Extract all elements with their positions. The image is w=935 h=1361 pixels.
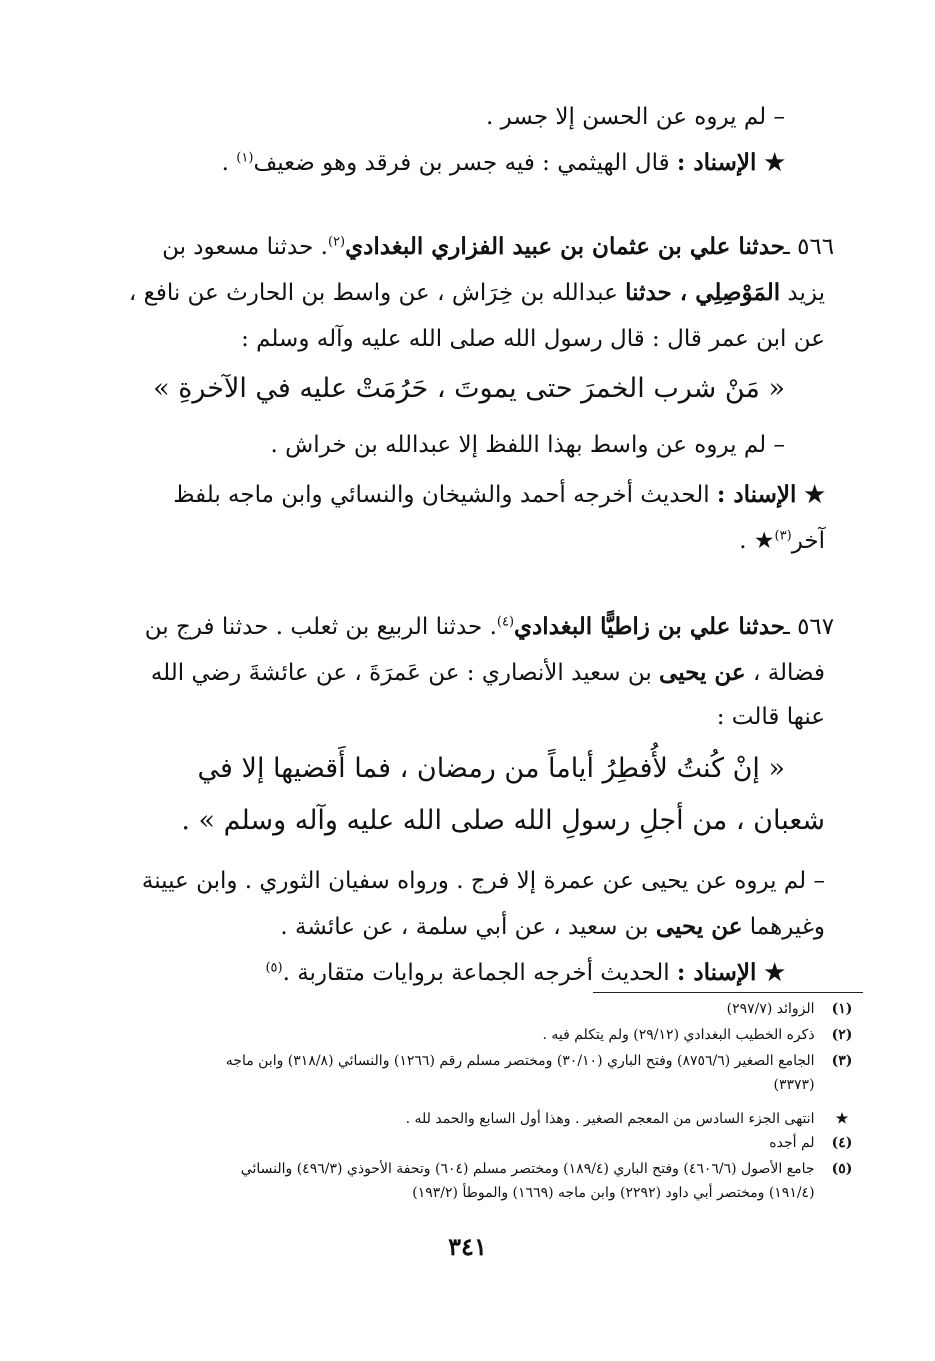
footnote-ref: (٢) [327,234,346,250]
isnad-line [110,472,825,518]
footnote: (٢) ذكره الخطيب البغدادي (٢٩/١٢) ولم يتكلم فيه . [542,1027,853,1043]
footnote: (٥) جامع الأصول (٤٦٠٦/٦) وفتح الباري (١٨٩/٤) ومختصر مسلم (٦٠٤) وتحفة الأحوذي (٤٩٦/٣) والنسائي [240,1161,853,1177]
narration-note: وغيرهما عن يحيى بن سعيد ، عن أبي سلمة ، عن عائشة . [280,913,825,940]
isnad-line: آخر$^{(٣)}$★ . [739,528,825,554]
hadith-number: ٥٦٧ ـ [783,614,835,640]
isnad-text: قال الهيثمي : فيه جسر بن فرقد وهو ضعيف [253,150,670,176]
hadith-line: حدثنا علي بن زاطيًّا البغدادي$^{(٤)}$. حدثنا الربيع بن ثعلب . حدثنا فرج بن [144,613,785,640]
isnad-label: ★ الإسناد : [716,481,825,508]
footnote-ref: (٣) [774,528,792,544]
isnad-line: ★ الإسناد : قال الهيثمي : فيه جسر بن فرقد وهو ضعيف$^{(١)}$ . [221,149,785,176]
hadith-quote: شعبان ، من أجلِ رسولِ الله صلى الله عليه وآله وسلم » . [181,805,825,836]
isnad-text: الحديث أخرجه أحمد والشيخان والنسائي وابن ماجه بلفظ [173,482,710,508]
hadith-line: يزيد المَوْصِلِي ، حدثنا عبدالله بن خِرَاش ، عن واسط بن الحارث عن نافع ، [128,279,825,306]
hadith-quote: « مَنْ شرب الخمرَ حتى يموتَ ، حَرُمَتْ عليه في الآخرةِ » [153,373,785,404]
hadith-quote: « إنْ كُنتُ لأُفطِرُ أياماً من رمضان ، فما أَقضيها إلا في [197,753,785,784]
footnote: (١٩١/٤) ومختصر أبي داود (٢٢٩٢) وابن ماجه (١٦٦٩) والموطأ (١٩٣/٢) [412,1185,815,1201]
hadith-line: حدثنا علي بن عثمان بن عبيد الفزاري البغدادي$^{(٢)}$. حدثنا مسعود بن [162,233,785,260]
hadith-number: ٥٦٦ ـ [783,234,835,260]
hadith-line: عنها قالت : [716,704,825,730]
footnote: ★ انتهى الجزء السادس من المعجم الصغير . وهذا أول السابع والحمد لله . [405,1111,849,1127]
footnote-separator [593,992,863,993]
hadith-line: عن ابن عمر قال : قال رسول الله صلى الله عليه وآله وسلم : [241,326,825,352]
footnote: (٣٣٧٣) [773,1077,815,1093]
narration-note: – لم يروه عن يحيى عن عمرة إلا فرج . ورواه سفيان الثوري . وابن عيينة [141,868,825,894]
footnote-ref: (٤) [496,614,515,630]
footnote-ref: (٥) [265,960,283,976]
isnad-text: الحديث أخرجه الجماعة بروايات متقاربة . [282,960,670,986]
narration-note: – لم يروه عن واسط بهذا اللفظ إلا عبدالله بن خراش . [270,432,785,458]
footnote: (٣) الجامع الصغير (٨٧٥٦/٦) وفتح الباري (٣٠/١٠) ومختصر مسلم رقم (١٢٦٦) والنسائي (٣١٨/٨) وابن ماجه [225,1053,853,1069]
isnad-label: ★ الإسناد : [676,959,785,986]
hadith-line: فضالة ، عن يحيى بن سعيد الأنصاري : عن عَمرَةَ ، عن عائشةَ رضي الله [150,659,825,686]
isnad-line [110,950,785,996]
footnote-ref: (١) [236,150,254,166]
page-number: ٣٤١ [448,1232,487,1261]
footnote: (١) الزوائد (٢٩٧/٧) [726,1001,853,1017]
narration-note: – لم يروه عن الحسن إلا جسر . [486,104,785,130]
footnote: (٤) لم أجده [769,1135,853,1151]
isnad-label: ★ الإسناد : [676,149,785,176]
